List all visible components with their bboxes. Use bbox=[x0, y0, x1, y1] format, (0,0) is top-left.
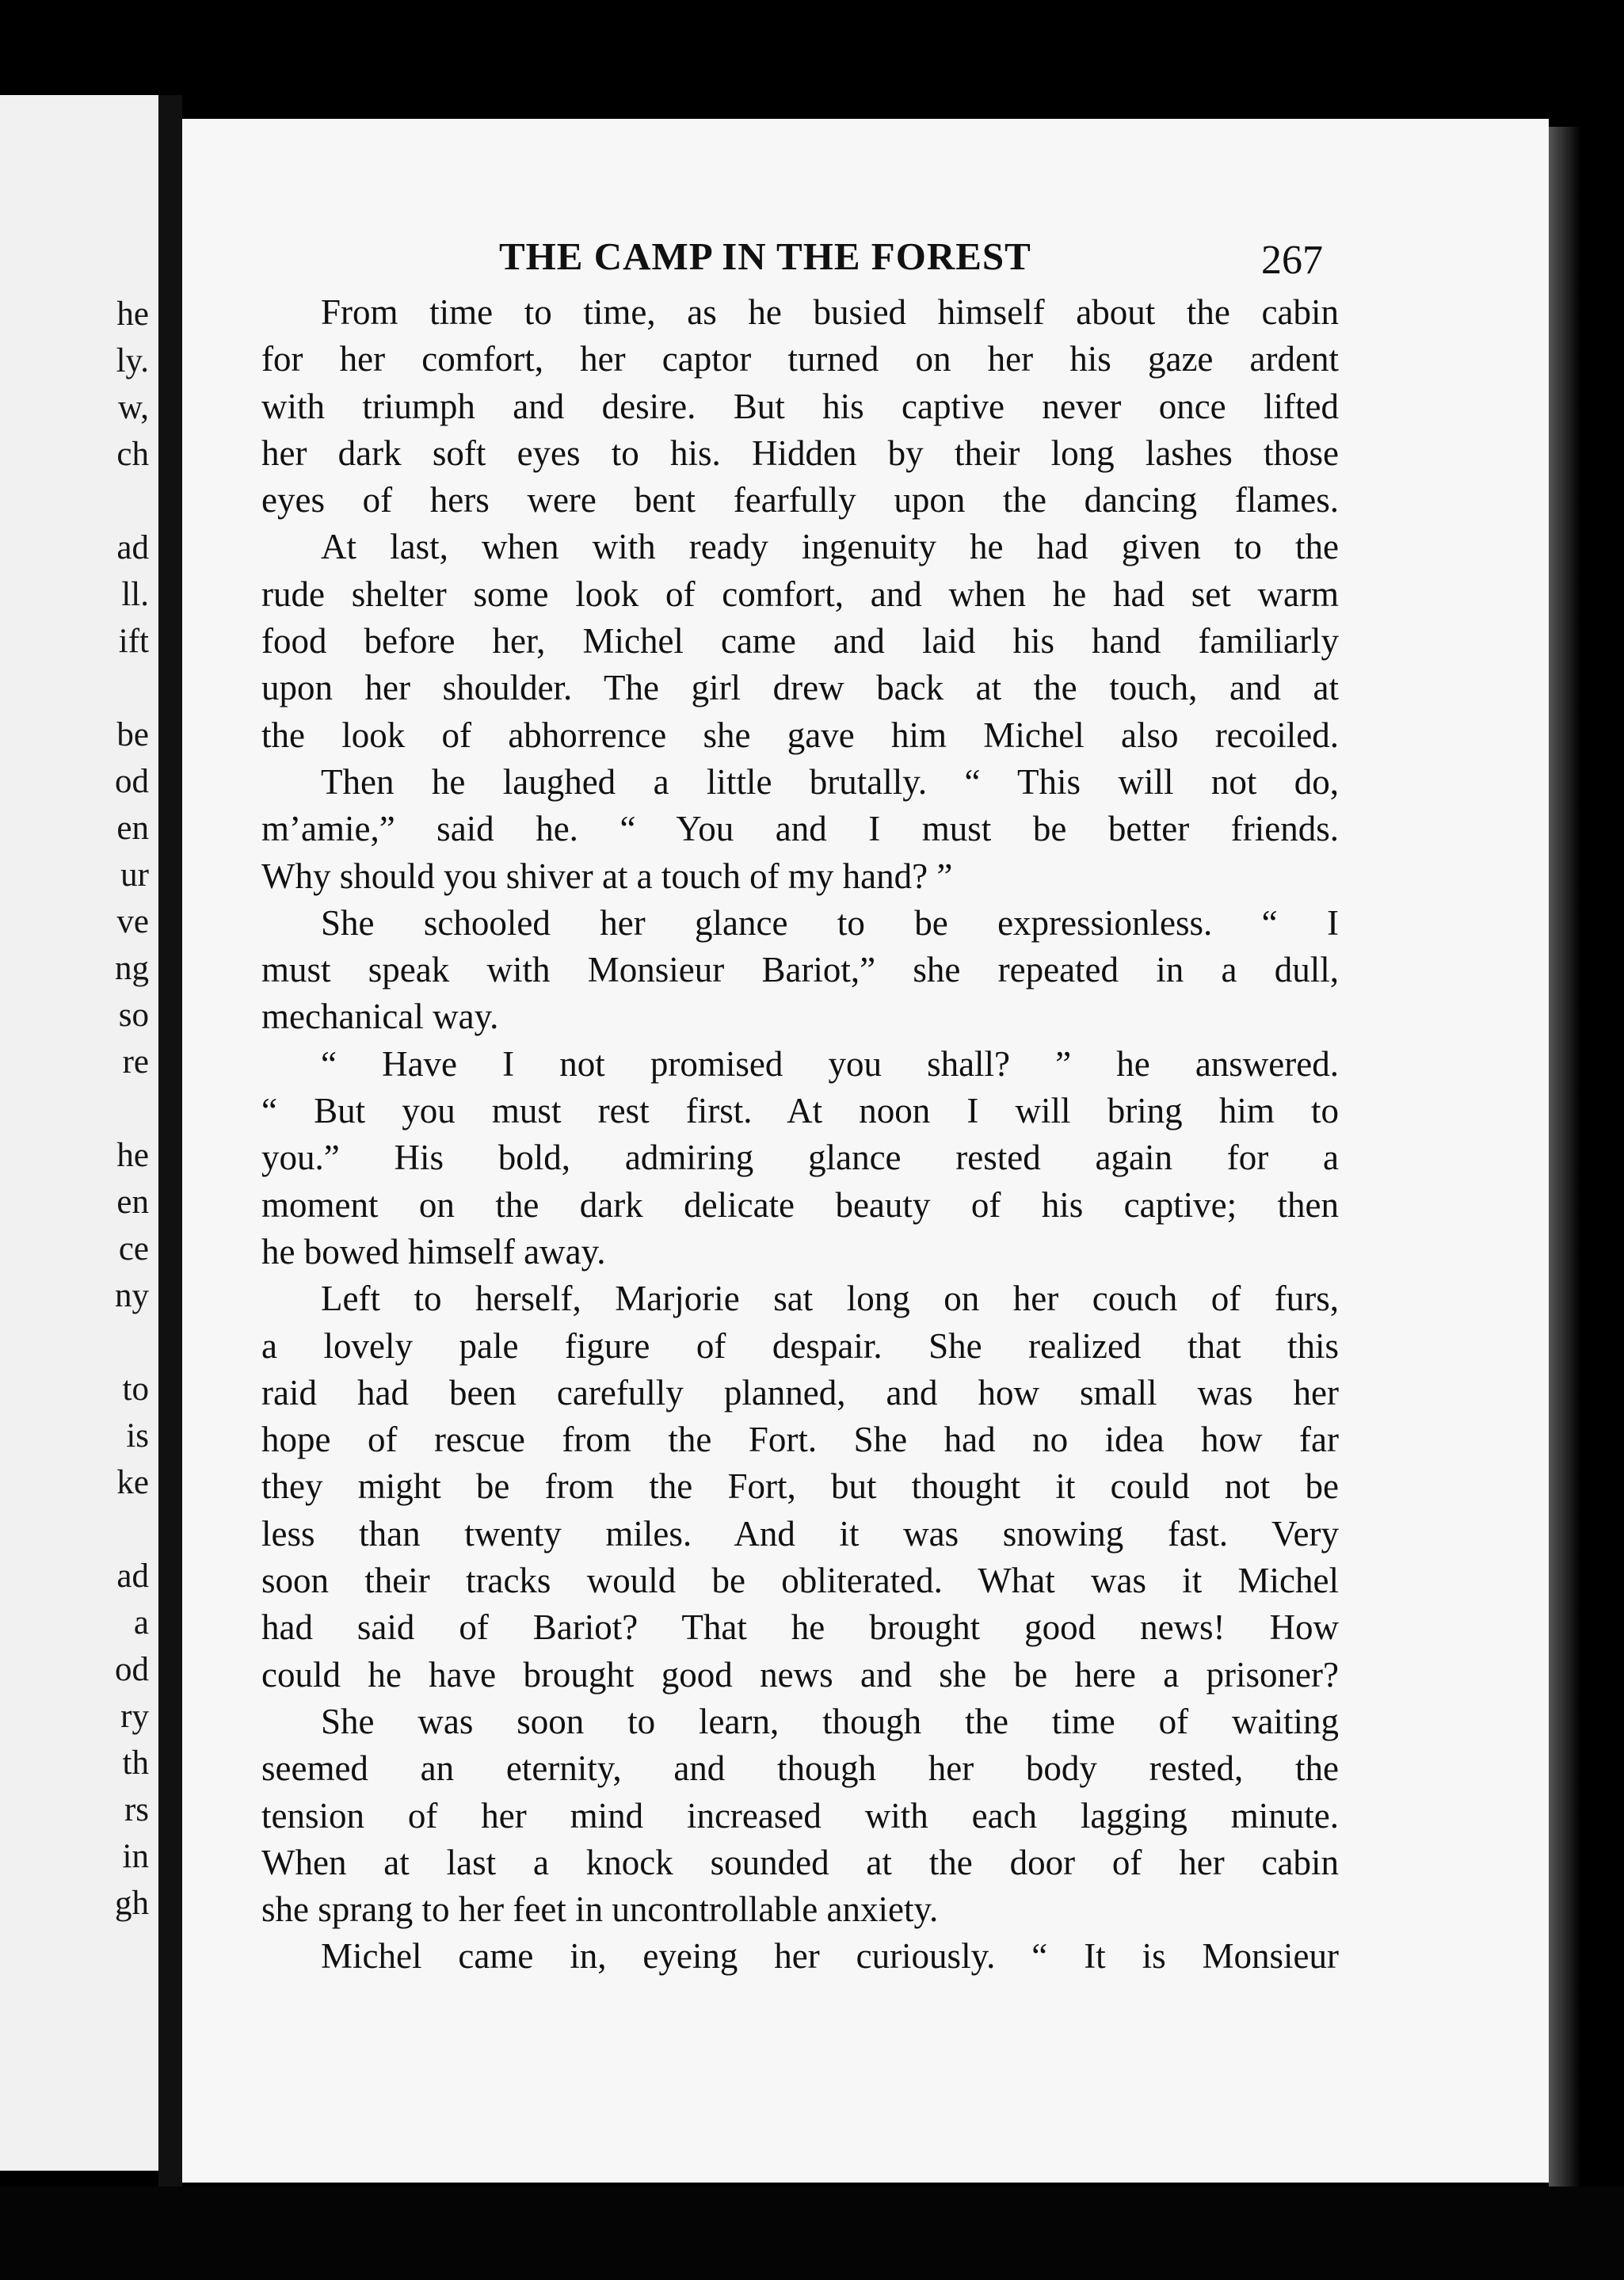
left-page-fragment: a bbox=[133, 1604, 149, 1641]
left-page-fragment: th bbox=[122, 1744, 149, 1782]
previous-page-edge bbox=[0, 95, 158, 2171]
text-line: food before her, Michel came and laid his hand familiarly bbox=[261, 621, 1339, 662]
text-line: must speak with Monsieur Bariot,” she repeated in a dull, bbox=[261, 950, 1339, 990]
text-line: m’amie,” said he. “ You and I must be better friends. bbox=[261, 809, 1339, 849]
left-page-fragment: ng bbox=[115, 950, 149, 987]
left-page-fragment: ke bbox=[116, 1464, 149, 1501]
text-line: soon their tracks would be obliterated. What was it Michel bbox=[261, 1561, 1339, 1601]
left-page-fragment: ve bbox=[116, 903, 149, 940]
left-page-fragment: is bbox=[126, 1417, 149, 1455]
text-line: “ But you must rest first. At noon I will bring him to bbox=[261, 1091, 1339, 1131]
book-page bbox=[182, 119, 1549, 2183]
body-text bbox=[261, 289, 1339, 1981]
text-line: eyes of hers were bent fearfully upon the dancing flames. bbox=[261, 480, 1339, 520]
text-line: he bowed himself away. bbox=[261, 1231, 606, 1272]
text-line: seemed an eternity, and though her body rested, the bbox=[261, 1748, 1339, 1789]
text-line: had said of Bariot? That he brought good news! How bbox=[261, 1607, 1339, 1648]
text-line: Michel came in, eyeing her curiously. “ It is Monsieur bbox=[321, 1936, 1339, 1977]
left-page-fragment: he bbox=[116, 295, 149, 333]
left-page-fragment: ur bbox=[120, 856, 149, 894]
text-line: “ Have I not promised you shall? ” he answered. bbox=[321, 1043, 1339, 1084]
text-line: with triumph and desire. But his captive never once lifted bbox=[261, 386, 1339, 426]
text-line: her dark soft eyes to his. Hidden by their long lashes those bbox=[261, 433, 1339, 473]
left-page-fragment: ift bbox=[118, 623, 149, 660]
page-edge-shadow bbox=[1549, 127, 1580, 2187]
text-line: they might be from the Fort, but thought it could not be bbox=[261, 1466, 1339, 1507]
text-line: for her comfort, her captor turned on her his gaze ardent bbox=[261, 339, 1339, 379]
text-line: the look of abhorrence she gave him Michel also recoiled. bbox=[261, 715, 1339, 755]
left-page-fragment: be bbox=[116, 716, 149, 753]
text-line: upon her shoulder. The girl drew back at the touch, and at bbox=[261, 668, 1339, 708]
text-line: tension of her mind increased with each lagging minute. bbox=[261, 1795, 1339, 1836]
scan-bottom-border bbox=[0, 2187, 1624, 2280]
text-line: hope of rescue from the Fort. She had no idea how far bbox=[261, 1420, 1339, 1460]
book-gutter bbox=[158, 95, 182, 2187]
text-line: you.” His bold, admiring glance rested again for a bbox=[261, 1138, 1339, 1178]
text-line: moment on the dark delicate beauty of his captive; then bbox=[261, 1184, 1339, 1225]
left-page-fragment: ad bbox=[116, 1557, 149, 1595]
text-line: When at last a knock sounded at the door of her cabin bbox=[261, 1842, 1339, 1882]
running-title: THE CAMP IN THE FOREST bbox=[499, 234, 1031, 278]
left-page-fragment: od bbox=[115, 1651, 149, 1688]
left-page-fragment: en bbox=[116, 810, 149, 847]
text-line: Left to herself, Marjorie sat long on her couch of furs, bbox=[321, 1279, 1339, 1319]
page-number: 267 bbox=[1261, 238, 1323, 283]
text-line: Why should you shiver at a touch of my hand? ” bbox=[261, 856, 953, 896]
text-line: rude shelter some look of comfort, and when he had set warm bbox=[261, 574, 1339, 614]
text-line: could he have brought good news and she be here a prisoner? bbox=[261, 1654, 1339, 1695]
left-page-fragment: od bbox=[115, 763, 149, 800]
left-page-fragment: re bbox=[122, 1043, 149, 1081]
text-line: At last, when with ready ingenuity he had given to the bbox=[321, 527, 1339, 567]
text-line: a lovely pale figure of despair. She realized that this bbox=[261, 1325, 1339, 1366]
left-page-fragment: ry bbox=[120, 1698, 149, 1735]
running-head bbox=[182, 226, 1355, 281]
text-line: less than twenty miles. And it was snowing fast. Very bbox=[261, 1513, 1339, 1554]
text-line: She was soon to learn, though the time of waiting bbox=[321, 1701, 1339, 1741]
text-line: From time to time, as he busied himself about the cabin bbox=[321, 292, 1339, 332]
text-line: mechanical way. bbox=[261, 997, 499, 1037]
left-page-fragment: ce bbox=[118, 1230, 149, 1268]
text-line: she sprang to her feet in uncontrollable anxiety. bbox=[261, 1889, 939, 1930]
left-page-fragment: ny bbox=[115, 1277, 149, 1314]
left-page-fragment: so bbox=[118, 997, 149, 1034]
left-page-fragment: ll. bbox=[121, 576, 149, 613]
left-page-fragment: rs bbox=[124, 1791, 149, 1828]
left-page-fragment: gh bbox=[115, 1885, 149, 1922]
left-page-fragment: ad bbox=[116, 529, 149, 566]
left-page-fragment: in bbox=[122, 1838, 149, 1875]
text-line: raid had been carefully planned, and how small was her bbox=[261, 1372, 1339, 1413]
left-page-fragment: en bbox=[116, 1184, 149, 1221]
text-line: She schooled her glance to be expressionless. “ I bbox=[321, 902, 1339, 943]
left-page-fragment: w, bbox=[117, 389, 149, 426]
left-page-fragment: to bbox=[122, 1371, 149, 1408]
left-page-fragment: he bbox=[116, 1137, 149, 1174]
text-line: Then he laughed a little brutally. “ This will not do, bbox=[321, 761, 1339, 802]
left-page-fragment: ly. bbox=[116, 342, 149, 379]
left-page-fragment: ch bbox=[116, 436, 149, 473]
